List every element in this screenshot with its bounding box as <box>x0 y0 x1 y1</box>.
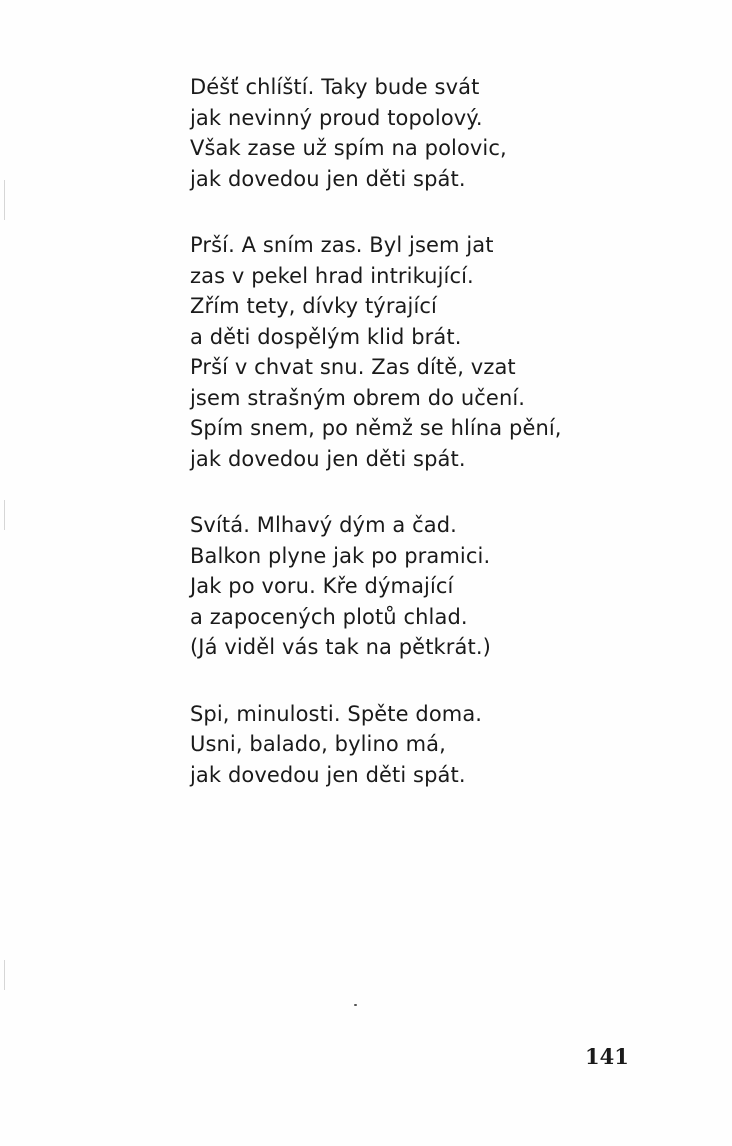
poem-line: (Já viděl vás tak na pětkrát.) <box>190 635 491 659</box>
stanza-2 <box>190 230 660 474</box>
poem-line: Prší v chvat snu. Zas dítě, vzat <box>190 355 516 379</box>
poem-line: jsem strašným obrem do učení. <box>190 385 526 410</box>
poem-line: Však zase už spím na polovic, <box>190 136 507 160</box>
stanza-1 <box>190 72 660 194</box>
poem-line: jak dovedou jen děti spát. <box>190 446 466 471</box>
page-edge-shadow <box>4 960 5 990</box>
poem-line: zas v pekel hrad intrikující. <box>190 263 474 288</box>
poem-line: Spím snem, po němž se hlína pění, <box>190 416 562 440</box>
poem-line: a zapocených plotů chlad. <box>190 604 468 629</box>
poem-line: Usni, balado, bylino má, <box>190 732 446 756</box>
poem <box>190 72 660 826</box>
page-number: 141 <box>585 1044 629 1069</box>
poem-line: Svítá. Mlhavý dým a čad. <box>190 513 457 537</box>
poem-line: Zřím tety, dívky týrající <box>190 294 437 318</box>
poem-line: Balkon plyne jak po pramici. <box>190 543 491 568</box>
poem-line: jak nevinný proud topolový. <box>190 105 483 130</box>
page-edge-shadow <box>4 500 5 530</box>
poem-line: Spi, minulosti. Spěte doma. <box>190 701 483 726</box>
poem-line: jak dovedou jen děti spát. <box>190 166 466 191</box>
stanza-3 <box>190 510 660 663</box>
page-edge-shadow <box>4 180 5 220</box>
ink-speck <box>354 1004 357 1006</box>
poem-line: jak dovedou jen děti spát. <box>190 762 466 787</box>
poem-line: Jak po voru. Kře dýmající <box>190 574 454 598</box>
poem-line: Prší. A sním zas. Byl jsem jat <box>190 233 494 257</box>
poem-line: a děti dospělým klid brát. <box>190 324 462 349</box>
stanza-4 <box>190 699 660 791</box>
poem-line: Déšť chlíští. Taky bude svát <box>190 75 480 99</box>
